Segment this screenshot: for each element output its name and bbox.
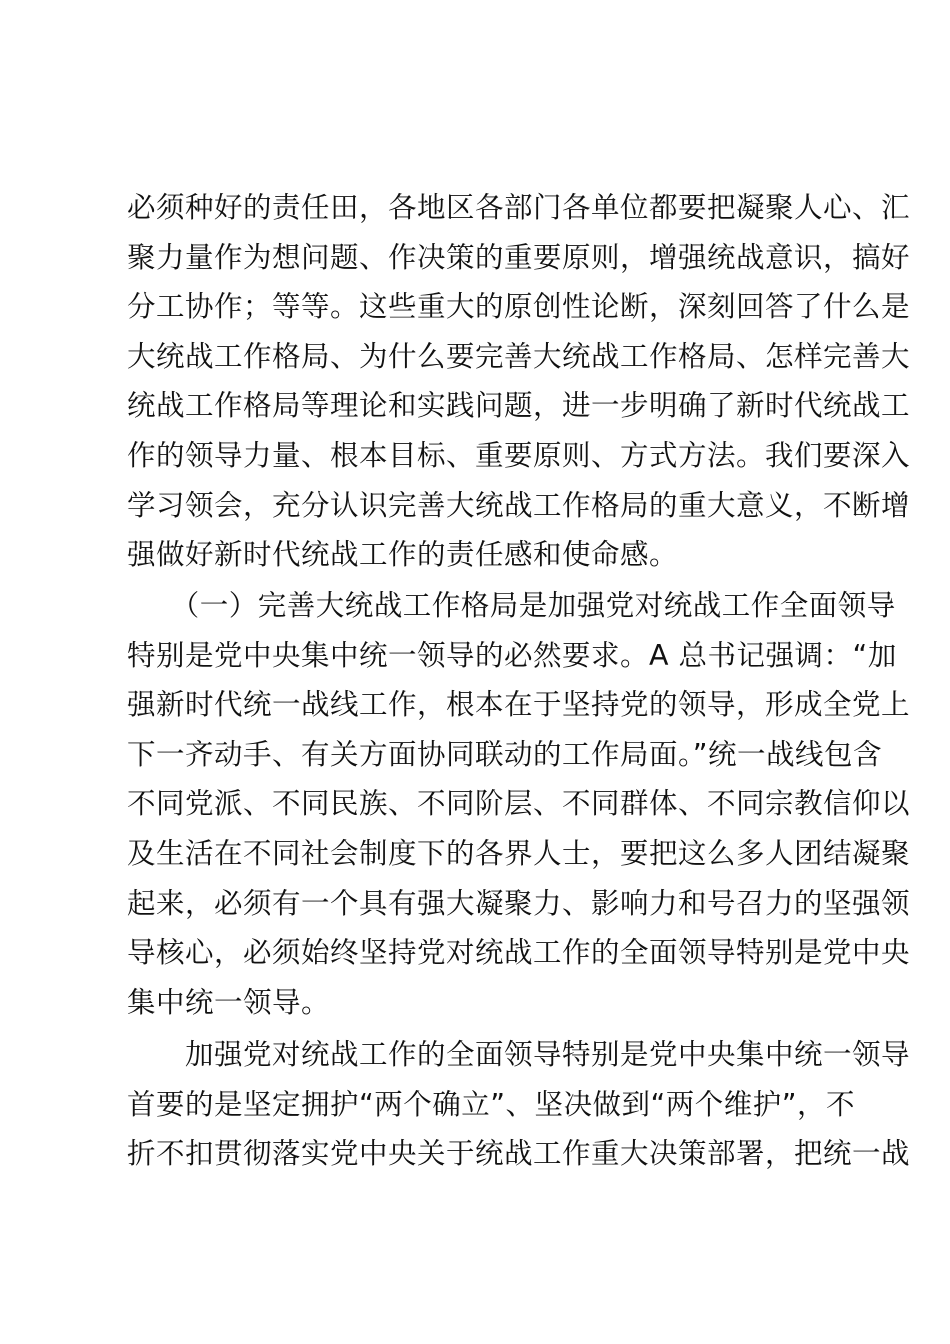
- paragraph-1: [127, 183, 911, 580]
- text-line: 集中统一领导。: [127, 985, 331, 1019]
- text-line: 学习领会，充分认识完善大统战工作格局的重大意义，不断增: [127, 488, 911, 522]
- text-line: 及生活在不同社会制度下的各界人士，要把这么多人团结凝聚: [127, 836, 911, 870]
- text-line: 作的领导力量、根本目标、重要原则、方式方法。我们要深入: [127, 438, 911, 472]
- paragraph-3: [127, 1030, 911, 1179]
- text-line: 不同党派、不同民族、不同阶层、不同群体、不同宗教信仰以: [127, 787, 911, 821]
- text-line: 首要的是坚定拥护“两个确立”、坚决做到“两个维护”，不: [127, 1087, 856, 1121]
- text-line: 聚力量作为想问题、作决策的重要原则，增强统战意识，搞好: [127, 240, 911, 274]
- text-line: 起来，必须有一个具有强大凝聚力、影响力和号召力的坚强领: [127, 886, 911, 920]
- paragraph-2: [127, 581, 911, 1027]
- text-line: 强做好新时代统战工作的责任感和使命感。: [127, 538, 679, 572]
- text-line: 特别是党中央集中统一领导的必然要求。A 总书记强调：“加: [127, 638, 897, 672]
- text-line: 强新时代统一战线工作，根本在于坚持党的领导，形成全党上: [127, 688, 911, 722]
- text-line: 折不扣贯彻落实党中央关于统战工作重大决策部署，把统一战: [127, 1137, 911, 1171]
- text-line: 分工协作；等等。这些重大的原创性论断，深刻回答了什么是: [127, 290, 911, 324]
- text-line: 必须种好的责任田，各地区各部门各单位都要把凝聚人心、汇: [127, 191, 911, 224]
- text-line: 导核心，必须始终坚持党对统战工作的全面领导特别是党中央: [127, 936, 911, 970]
- text-line: （一）完善大统战工作格局是加强党对统战工作全面领导: [127, 589, 896, 622]
- text-line: 大统战工作格局、为什么要完善大统战工作格局、怎样完善大: [127, 339, 911, 373]
- text-line: 加强党对统战工作的全面领导特别是党中央集中统一领导: [127, 1038, 911, 1071]
- text-line: 统战工作格局等理论和实践问题，进一步明确了新时代统战工: [127, 389, 911, 423]
- text-line: 下一齐动手、有关方面协同联动的工作局面。”统一战线包含: [127, 737, 883, 771]
